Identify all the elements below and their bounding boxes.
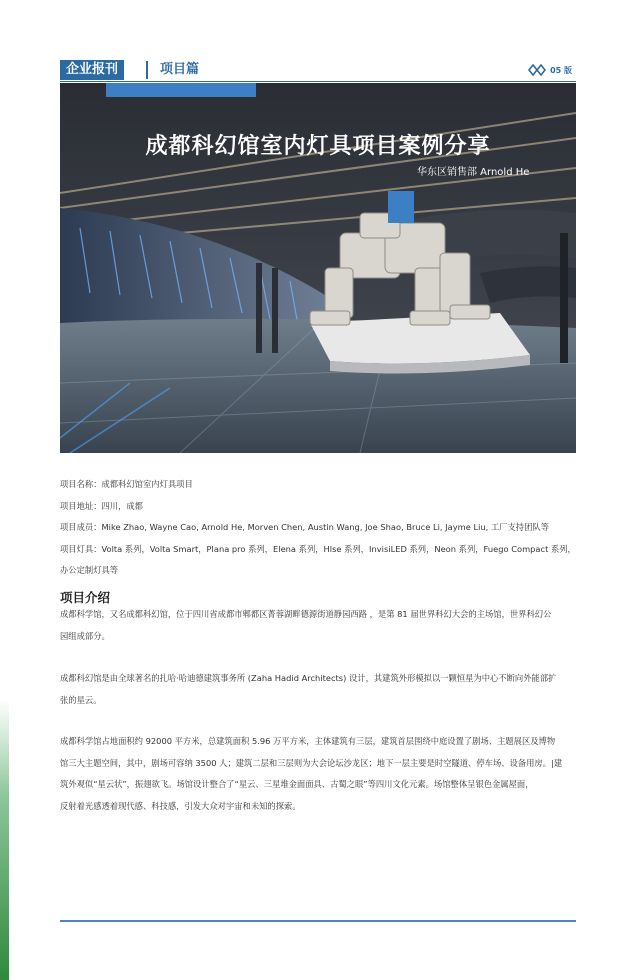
intro-p3-line2: 馆三大主题空间，其中，剧场可容纳 3500 人；建筑二层和三层则为大会论坛沙龙区；地下一层主要是时空隧道、停车场、设备用房。|建 — [60, 757, 563, 768]
hero-accent-bar — [106, 83, 256, 97]
project-fixtures: 项目灯具：Volta 系列，Volta Smart，Plana pro 系列，Elena 系列，Hlse 系列，InvisiLED 系列，Neon 系列，Fuego Compact 系列， — [60, 543, 576, 554]
left-green-edge — [0, 700, 9, 980]
hero-image — [60, 83, 576, 453]
page-header — [60, 60, 576, 82]
header-page-info — [528, 62, 572, 78]
header-divider — [146, 61, 148, 79]
article-title: 成都科幻馆室内灯具项目案例分享 — [145, 134, 491, 159]
intro-paragraph-1 — [60, 604, 580, 647]
double-diamond-logo-icon — [528, 63, 546, 77]
intro-p3-line1: 成都科学馆占地面积约 92000 平方米，总建筑面积 5.96 万平方米，主体建筑有三层，建筑首层围绕中庭设置了剧场、主题展区及博物 — [60, 736, 556, 746]
header-section: 项目篇 — [160, 62, 200, 77]
hero-accent-square — [388, 191, 414, 223]
intro-p2-line2: 张的星云。 — [60, 694, 102, 705]
intro-paragraph-2 — [60, 668, 580, 711]
project-fixtures-cont: 办公定制灯具等 — [60, 565, 119, 575]
intro-p3-line4: 反射着光感透着现代感、科技感，引发大众对宇宙和未知的探索。 — [60, 800, 301, 811]
project-members: 项目成员：Mike Zhao, Wayne Cao, Arnold He, Morven Chen, Austin Wang, Joe Shao, Bruce Li, Jayme Liu, 工厂支持团队等 — [60, 522, 549, 532]
project-address: 项目地址：四川，成都 — [60, 500, 143, 511]
project-meta — [60, 474, 580, 582]
header-tag: 企业报刊 — [60, 60, 124, 80]
intro-p1-line1: 成都科学馆，又名成都科幻馆，位于四川省成都市郫都区菁蓉湖畔德源街道静园西路 ，是第 81 届世界科幻大会的主场馆，世界科幻公 — [60, 609, 552, 619]
article-author: 华东区销售部 Arnold He — [417, 167, 530, 178]
project-name: 项目名称：成都科幻馆室内灯具项目 — [60, 479, 193, 489]
intro-p3-line3: 筑外观似“星云状”，振翅欲飞。场馆设计整合了“星云、三星堆金面面具、古蜀之眼”等四川文化元素。场馆整体呈银色金属屋面， — [60, 779, 534, 789]
page-number: 05 版 — [550, 65, 572, 75]
intro-p2-line1: 成都科幻馆是由全球著名的扎哈·哈迪德建筑事务所 (Zaha Hadid Architects) 设计，其建筑外形模拟以一颗恒星为中心不断向外能部扩 — [60, 673, 557, 683]
intro-title: 项目介绍 — [60, 590, 111, 605]
intro-p1-line2: 园组成部分。 — [60, 630, 110, 641]
footer-rule — [60, 920, 576, 922]
header-rule — [60, 81, 576, 82]
intro-paragraph-3 — [60, 731, 580, 817]
